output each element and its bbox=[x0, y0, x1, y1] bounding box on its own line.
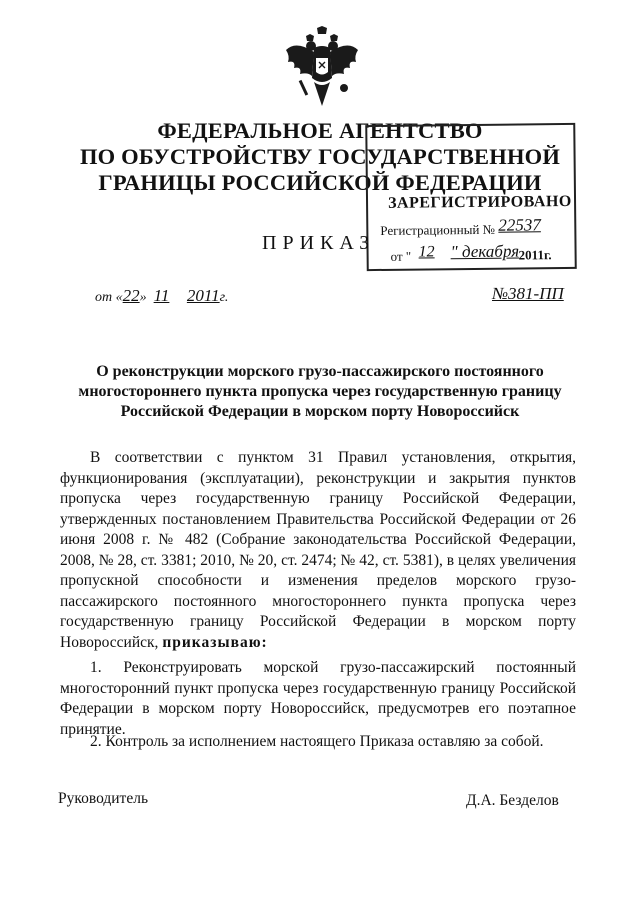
order-date bbox=[95, 286, 228, 306]
subject-line-3: Российской Федерации в морском порту Новороссийск bbox=[120, 403, 520, 420]
registration-stamp bbox=[365, 123, 577, 271]
stamp-date-day: 12 bbox=[418, 243, 435, 261]
order-number: №381-ПП bbox=[492, 284, 564, 303]
order-date-year: 2011 bbox=[186, 286, 220, 305]
order-date-month: 11 bbox=[153, 286, 170, 305]
agency-name-line-2: ПО ОБУСТРОЙСТВУ ГОСУДАРСТВЕННОЙ bbox=[79, 144, 561, 169]
subject-line-1: О реконструкции морского грузо-пассажирского постоянного bbox=[96, 363, 544, 380]
order-item-1: 1. Реконструировать морской грузо-пассажирский постоянный многосторонний пункт пропуска через государственную границу Российской Федерации в морском порту Новороссийск, предусмотрев его поэтапное принятие. bbox=[60, 659, 576, 738]
signer-name: Д.А. Безделов bbox=[466, 792, 559, 809]
order-date-day: 22 bbox=[122, 286, 140, 305]
agency-name-line-1: ФЕДЕРАЛЬНОЕ АГЕНТСТВО bbox=[157, 118, 483, 143]
document-type: ПРИКАЗ bbox=[262, 232, 376, 254]
order-date-suffix: г. bbox=[219, 290, 229, 305]
stamp-date-prefix: от " bbox=[390, 248, 412, 264]
order-item-2: 2. Контроль за исполнением настоящего Приказа оставляю за собой. bbox=[90, 733, 544, 750]
signer-role: Руководитель bbox=[58, 790, 149, 807]
order-subject bbox=[70, 362, 570, 422]
preamble-paragraph bbox=[60, 448, 576, 653]
stamp-date-year: 2011г. bbox=[518, 247, 552, 263]
state-emblem-icon bbox=[284, 26, 360, 110]
subject-line-2: многостороннего пункта пропуска через государственную границу bbox=[78, 383, 562, 400]
order-date-prefix: от « bbox=[95, 290, 123, 305]
order-date-sep: » bbox=[139, 290, 151, 305]
preamble-text: В соответствии с пунктом 31 Правил установления, открытия, функционирования (эксплуатации), реконструкции и закрытия пунктов пропуска через государственную границу Российской Федерации, утвержденных постановлением Правительства Российской Федерации от 26 июня 2008 г. № 482 (Собрание законодательства Российской Федерации, 2008, № 28, ст. 3381; 2010, № 20, ст. 2474; № 42, ст. 5381), в целях увеличения пропускной способности и изменения пределов морского грузо-пассажирского постоянного многостороннего пункта пропуска через государственную границу Российской Федерации в морском порту Новороссийск, bbox=[60, 449, 576, 651]
stamp-reg-number: 22537 bbox=[498, 215, 541, 235]
stamp-registered-label: ЗАРЕГИСТРИРОВАНО bbox=[387, 192, 572, 212]
agency-name-line-3: ГРАНИЦЫ РОССИЙСКОЙ ФЕДЕРАЦИИ bbox=[98, 170, 542, 195]
command-word: приказываю: bbox=[162, 633, 268, 651]
stamp-reg-number-label: Регистрационный № bbox=[380, 221, 496, 238]
stamp-date-month: " декабря bbox=[450, 241, 520, 262]
